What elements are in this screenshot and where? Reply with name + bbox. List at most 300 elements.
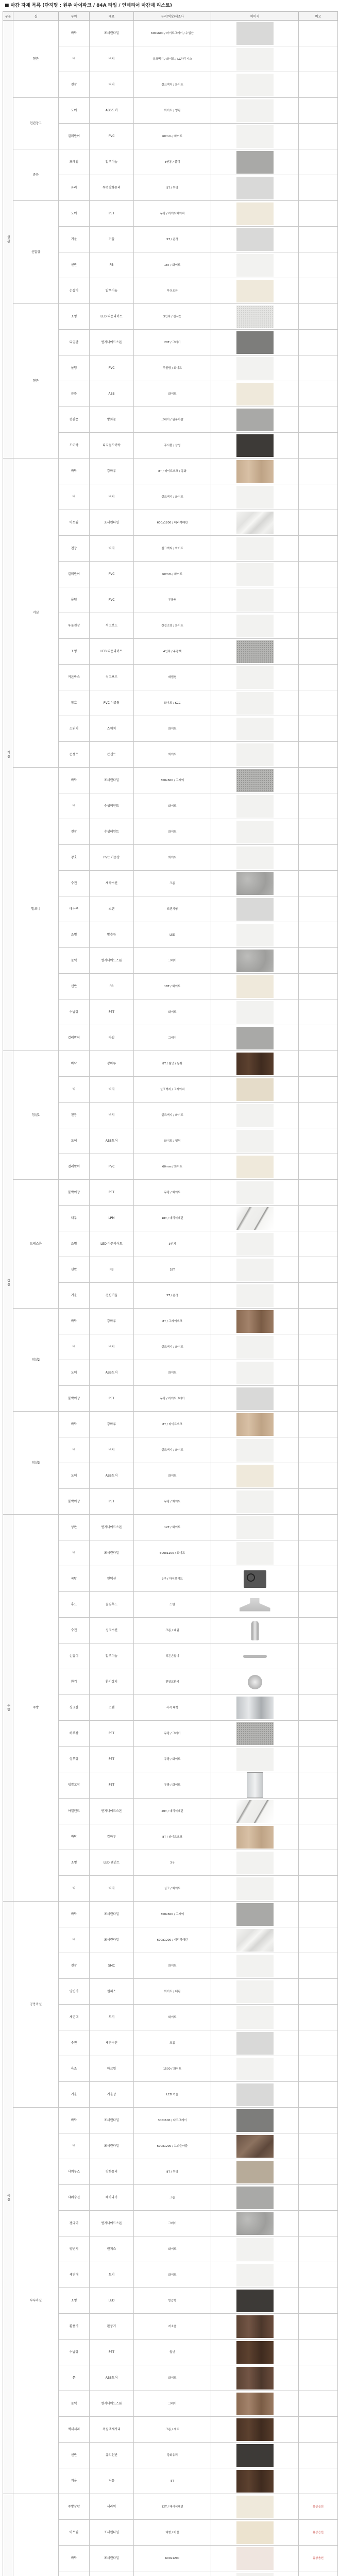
material-swatch: [236, 434, 274, 457]
spec-cell: 60mm / 화이트: [134, 124, 211, 149]
part-cell: 벽: [59, 484, 90, 510]
part-cell: 바닥: [59, 1902, 90, 1927]
part-cell: 문: [59, 2365, 90, 2391]
image-cell: [211, 2340, 299, 2365]
note-cell: [299, 562, 338, 587]
material-swatch: [236, 2006, 274, 2029]
part-cell: 벽: [59, 1437, 90, 1463]
material-cell: LED 다운라이트: [90, 304, 134, 330]
table-row: [3, 1902, 338, 1927]
spec-cell: 스텐: [134, 1592, 211, 1618]
image-cell: [211, 536, 299, 562]
room-cell: 침실3: [13, 1412, 59, 1515]
image-cell: [211, 2211, 299, 2236]
note-cell: [299, 922, 338, 948]
image-cell: [211, 21, 299, 46]
material-cell: 벽지: [90, 1077, 134, 1103]
image-cell: [211, 2314, 299, 2340]
part-cell: 벽: [59, 46, 90, 72]
image-cell: [211, 1334, 299, 1360]
part-cell: 상부장: [59, 1747, 90, 1772]
part-cell: 액세서리: [59, 2417, 90, 2443]
spec-cell: 300x600 / 다크그레이: [134, 2108, 211, 2133]
spec-cell: 화이트 / 영림: [134, 1128, 211, 1154]
image-cell: [211, 2288, 299, 2314]
material-swatch: [236, 692, 274, 715]
note-cell: [299, 819, 338, 845]
material-cell: 아크릴: [90, 2056, 134, 2082]
material-cell: 석고보드: [90, 613, 134, 639]
material-swatch: [236, 486, 274, 509]
part-cell: 천장: [59, 72, 90, 98]
spec-cell: 1500 / 화이트: [134, 2056, 211, 2082]
material-swatch: [236, 1156, 274, 1178]
part-cell: 샤워수전: [59, 2185, 90, 2211]
note-cell: [299, 510, 338, 536]
image-cell: [211, 1412, 299, 1437]
image-cell: [211, 1927, 299, 1953]
part-cell: 걸레받이: [59, 562, 90, 587]
image-cell: [211, 1463, 299, 1489]
material-cell: ABS도어: [90, 1463, 134, 1489]
material-cell: 포세린타일: [90, 2546, 134, 2571]
material-cell: 환기장치: [90, 1669, 134, 1695]
spec-cell: 크롬 / 세트: [134, 2417, 211, 2443]
note-cell: [299, 1669, 338, 1695]
spec-cell: 3인치: [134, 1231, 211, 1257]
material-cell: 포세린타일: [90, 2108, 134, 2133]
part-cell: 커튼박스: [59, 665, 90, 690]
note-cell: [299, 2082, 338, 2108]
image-cell: [211, 1309, 299, 1334]
image-cell: [211, 1206, 299, 1231]
material-cell: 벽지: [90, 1103, 134, 1128]
header-part: 부위: [59, 12, 90, 21]
image-cell: [211, 1437, 299, 1463]
image-cell: [211, 2520, 299, 2546]
material-swatch: [236, 2496, 274, 2518]
spec-cell: 3구: [134, 1850, 211, 1876]
material-cell: 거울: [90, 227, 134, 252]
note-cell: [299, 2314, 338, 2340]
table-row: [3, 768, 338, 793]
material-cell: 방습등: [90, 922, 134, 948]
material-cell: 스텐: [90, 896, 134, 922]
spec-cell: 무광 / 화이트: [134, 1772, 211, 1799]
image-cell: [211, 1592, 299, 1618]
note-cell: [299, 2211, 338, 2236]
material-swatch: [236, 1852, 274, 1874]
spec-cell: 무광 / 화이트: [134, 1489, 211, 1515]
material-cell: 벽지: [90, 536, 134, 562]
material-cell: ABS도어: [90, 1128, 134, 1154]
note-cell: [299, 252, 338, 278]
note-cell: [299, 665, 338, 690]
spec-cell: 8T / 라이트오크: [134, 1412, 211, 1437]
material-swatch: [236, 2058, 274, 2080]
material-swatch: [236, 1001, 274, 1024]
spec-cell: 크롬: [134, 2030, 211, 2056]
image-cell: [211, 2468, 299, 2494]
image-cell: [211, 1128, 299, 1154]
spec-cell: 실크벽지 / 화이트: [134, 536, 211, 562]
part-cell: 수전: [59, 2030, 90, 2056]
part-cell: 현관문: [59, 407, 90, 433]
note-cell: [299, 639, 338, 665]
spec-cell: 18T: [134, 1257, 211, 1283]
image-cell: [211, 1051, 299, 1077]
material-swatch: [236, 202, 274, 225]
note-cell: [299, 1128, 338, 1154]
material-swatch: [236, 228, 274, 251]
spec-cell: 3인치 / 센서등: [134, 304, 211, 330]
material-swatch: [236, 1207, 274, 1230]
note-cell: [299, 381, 338, 407]
material-swatch: [236, 1542, 274, 1565]
part-cell: 조명: [59, 2288, 90, 2314]
part-cell: 몰딩: [59, 355, 90, 381]
image-cell: [211, 871, 299, 896]
image-cell: [211, 1566, 299, 1592]
note-cell: [299, 1489, 338, 1515]
part-cell: 벽: [59, 2133, 90, 2159]
document-title: ■ 마감 자재 목록 (단지명 : 원주 아이파크 / 84A 타입 / 인테리어 마감재 리스트): [5, 3, 172, 8]
note-cell: [299, 1566, 338, 1592]
image-cell: [211, 278, 299, 304]
material-cell: 스위치: [90, 716, 134, 742]
image-cell: [211, 46, 299, 72]
material-swatch: [236, 846, 274, 869]
note-cell: [299, 1979, 338, 2005]
table-row: [3, 459, 338, 484]
material-cell: 도기: [90, 2005, 134, 2030]
image-cell: [211, 1772, 299, 1799]
spec-cell: 강화유리: [134, 2443, 211, 2468]
room-cell: 침실1: [13, 1051, 59, 1180]
note-cell: [299, 201, 338, 227]
spec-cell: 그레이: [134, 1025, 211, 1051]
room-cell: [13, 2494, 59, 2576]
spec-cell: 3연동 / 블랙: [134, 149, 211, 175]
image-cell: [211, 716, 299, 742]
spec-cell: 600x1200 / 화이트: [134, 1540, 211, 1566]
spec-cell: 8T / 투명: [134, 2159, 211, 2185]
spec-cell: 20T / 대리석패턴: [134, 1799, 211, 1824]
image-cell: [211, 1721, 299, 1747]
material-cell: 포세린타일: [90, 1902, 134, 1927]
part-cell: 바닥: [59, 1824, 90, 1850]
material-swatch: [236, 2161, 274, 2183]
spec-cell: 매립형: [134, 665, 211, 690]
material-swatch: [236, 2315, 274, 2338]
image-cell: [211, 845, 299, 871]
spec-cell: 600x1200 / 브라운마블: [134, 2133, 211, 2159]
spec-cell: 5T: [134, 2468, 211, 2494]
table-row: [3, 98, 338, 124]
note-cell: [299, 1257, 338, 1283]
spec-cell: 8T / 월넛 / 동화: [134, 1051, 211, 1077]
part-cell: 젠다이: [59, 2211, 90, 2236]
spec-cell: 대형 / 마블: [134, 2520, 211, 2546]
material-cell: PET: [90, 999, 134, 1025]
image-cell: [211, 922, 299, 948]
material-cell: 포세린타일: [90, 510, 134, 536]
spec-cell: 실크벽지 / 화이트: [134, 484, 211, 510]
spec-cell: 3구 / 하이브리드: [134, 1566, 211, 1592]
image-cell: [211, 227, 299, 252]
image-cell: [211, 2159, 299, 2185]
image-cell: [211, 2005, 299, 2030]
material-swatch: [236, 2212, 274, 2235]
material-swatch: [236, 975, 274, 998]
material-cell: 강화유리: [90, 2159, 134, 2185]
spec-cell: 그레이 / 필름마감: [134, 407, 211, 433]
part-cell: 벽: [59, 1927, 90, 1953]
part-cell: 붙박이장: [59, 1180, 90, 1206]
image-cell: [211, 510, 299, 536]
part-cell: 샤워부스: [59, 2159, 90, 2185]
part-cell: 바닥: [59, 1412, 90, 1437]
material-cell: 세면수전: [90, 2030, 134, 2056]
material-swatch: [236, 2187, 274, 2209]
image-cell: [211, 98, 299, 124]
image-cell: [211, 896, 299, 922]
material-swatch: [236, 2444, 274, 2467]
material-cell: LED 다운라이트: [90, 639, 134, 665]
part-cell: 냉장고장: [59, 1772, 90, 1799]
material-swatch: [236, 151, 274, 174]
part-cell: 하부장: [59, 1721, 90, 1747]
material-cell: 거울장: [90, 2082, 134, 2108]
material-cell: 포세린타일: [90, 1540, 134, 1566]
spec-cell: 실크벽지 / 화이트: [134, 1334, 211, 1360]
image-cell: [211, 72, 299, 98]
spec-cell: 12T / 화이트: [134, 1515, 211, 1540]
spec-cell: 5T / 은경: [134, 227, 211, 252]
note-cell: [299, 2443, 338, 2468]
material-swatch: [236, 1722, 274, 1745]
image-cell: [211, 1025, 299, 1051]
note-cell: [299, 1515, 338, 1540]
room-cell: 거실: [13, 459, 59, 768]
part-cell: 도어: [59, 1360, 90, 1386]
material-cell: 원피스: [90, 2236, 134, 2262]
material-swatch: [236, 1980, 274, 2003]
spec-cell: 전열교환기: [134, 1669, 211, 1695]
image-cell: [211, 484, 299, 510]
material-swatch: [236, 769, 274, 792]
note-cell: [299, 2030, 338, 2056]
part-cell: 벽: [59, 1077, 90, 1103]
material-swatch: [236, 718, 274, 740]
material-cell: PET: [90, 201, 134, 227]
note-cell: [299, 1643, 338, 1669]
note-cell: [299, 1360, 338, 1386]
spec-cell: 간접조명 / 화이트: [134, 613, 211, 639]
material-cell: 엔지니어드스톤: [90, 2211, 134, 2236]
table-row: [3, 304, 338, 330]
image-cell: [211, 175, 299, 201]
image-cell: [211, 768, 299, 793]
spec-cell: 화이트 / KCC: [134, 690, 211, 716]
image-cell: [211, 1695, 299, 1721]
material-cell: PET: [90, 1772, 134, 1799]
part-cell: 후드: [59, 1592, 90, 1618]
spec-cell: 실크 / 화이트: [134, 1876, 211, 1902]
material-swatch: [236, 1955, 274, 1977]
material-swatch: [236, 1362, 274, 1384]
image-cell: [211, 1953, 299, 1979]
spec-cell: 60mm / 화이트: [134, 1154, 211, 1180]
part-cell: 선반: [59, 1257, 90, 1283]
material-cell: LED 다운라이트: [90, 1231, 134, 1257]
spec-cell: 화이트 / 영림: [134, 98, 211, 124]
material-cell: 알루미늄: [90, 278, 134, 304]
image-cell: [211, 201, 299, 227]
material-cell: 강마루: [90, 459, 134, 484]
image-cell: [211, 2108, 299, 2133]
note-cell: [299, 2236, 338, 2262]
material-swatch: [236, 1027, 274, 1049]
spec-cell: 무광 / 화이트: [134, 1180, 211, 1206]
category-cell: 주방: [3, 1515, 13, 1902]
material-cell: 디지털도어락: [90, 433, 134, 459]
material-cell: 엔지니어드스톤: [90, 948, 134, 974]
image-cell: [211, 1360, 299, 1386]
spec-cell: 화이트 / 대림: [134, 1979, 211, 2005]
spec-cell: 18T / 화이트: [134, 974, 211, 999]
part-cell: 창호: [59, 690, 90, 716]
spec-cell: 사각 대형: [134, 1695, 211, 1721]
material-cell: 세탁수전: [90, 871, 134, 896]
material-cell: 거울: [90, 2468, 134, 2494]
material-cell: LED: [90, 2288, 134, 2314]
note-cell: [299, 1902, 338, 1927]
image-cell: [211, 1283, 299, 1309]
image-cell: [211, 1489, 299, 1515]
part-cell: 손잡이: [59, 1643, 90, 1669]
image-cell: [211, 1876, 299, 1902]
part-cell: 양변기: [59, 1979, 90, 2005]
note-cell: [299, 2159, 338, 2185]
material-swatch: [236, 2341, 274, 2364]
image-cell: [211, 381, 299, 407]
part-cell: 수납장: [59, 2340, 90, 2365]
room-cell: 공용욕실: [13, 1902, 59, 2108]
spec-cell: 화이트: [134, 742, 211, 768]
note-cell: [299, 690, 338, 716]
spec-cell: 크롬: [134, 871, 211, 896]
image-cell: [211, 2494, 299, 2520]
part-cell: 쿡탑: [59, 1566, 90, 1592]
note-cell: [299, 21, 338, 46]
spec-cell: 그레이: [134, 2211, 211, 2236]
note-cell: [299, 1334, 338, 1360]
part-cell: 바닥: [59, 2546, 90, 2571]
part-cell: 벽: [59, 793, 90, 819]
material-swatch: [236, 74, 274, 96]
part-cell: 천장: [59, 1953, 90, 1979]
image-cell: [211, 1103, 299, 1128]
note-cell: [299, 896, 338, 922]
image-cell: [211, 639, 299, 665]
material-cell: PB: [90, 252, 134, 278]
note-cell: [299, 2108, 338, 2133]
image-cell: [211, 613, 299, 639]
material-cell: PVC: [90, 562, 134, 587]
material-swatch: [236, 1284, 274, 1307]
material-cell: 벽지: [90, 484, 134, 510]
material-cell: ABS도어: [90, 2365, 134, 2391]
note-cell: [299, 1103, 338, 1128]
note-cell: [299, 2288, 338, 2314]
table-header-row: [3, 12, 338, 21]
material-swatch: [236, 1387, 274, 1410]
part-cell: 배수구: [59, 896, 90, 922]
part-cell: 스위치: [59, 716, 90, 742]
material-cell: LED 펜던트: [90, 1850, 134, 1876]
material-swatch: [236, 1697, 274, 1719]
spec-cell: 화이트: [134, 1360, 211, 1386]
part-cell: 문턱: [59, 948, 90, 974]
spec-cell: 600x1200: [134, 2546, 211, 2571]
image-cell: [211, 948, 299, 974]
spec-cell: 무광 / 그레이: [134, 1721, 211, 1747]
part-cell: 선반: [59, 2443, 90, 2468]
spec-cell: [134, 2571, 211, 2576]
image-cell: [211, 562, 299, 587]
part-cell: 조명: [59, 1850, 90, 1876]
material-cell: PVC: [90, 587, 134, 613]
room-cell: 중문: [13, 149, 59, 201]
note-cell: [299, 2262, 338, 2288]
material-swatch: [236, 821, 274, 843]
spec-cell: 그레이: [134, 2391, 211, 2417]
part-cell: 도어: [59, 98, 90, 124]
part-cell: 환기: [59, 1669, 90, 1695]
note-cell: [299, 1231, 338, 1257]
spec-cell: 8T / 라이트오크 / 동화: [134, 459, 211, 484]
material-swatch: [236, 280, 274, 302]
note-cell: 유상옵션: [299, 2546, 338, 2571]
note-cell: [299, 1876, 338, 1902]
material-swatch: [236, 2135, 274, 2158]
material-cell: 해바라기: [90, 2185, 134, 2211]
note-cell: [299, 433, 338, 459]
part-cell: 아트월: [59, 510, 90, 536]
material-cell: 도기: [90, 2262, 134, 2288]
material-swatch: [236, 2521, 274, 2544]
material-swatch: [236, 1413, 274, 1436]
spec-cell: 무광 / 라이트베이지: [134, 201, 211, 227]
category-cell: [3, 2494, 13, 2576]
material-cell: 엔지니어드스톤: [90, 1515, 134, 1540]
material-swatch: [236, 48, 274, 71]
part-cell: [59, 2571, 90, 2576]
material-swatch: [236, 2470, 274, 2493]
material-swatch: [236, 460, 274, 483]
material-cell: 방화문: [90, 407, 134, 433]
material-cell: 알루미늄: [90, 149, 134, 175]
room-cell: 신발장: [13, 201, 59, 304]
spec-cell: 화이트: [134, 2005, 211, 2030]
spec-cell: 실크벽지 / 화이트: [134, 1103, 211, 1128]
room-cell: 현관: [13, 304, 59, 459]
finish-spec-table: [3, 11, 338, 2576]
part-cell: 도어: [59, 201, 90, 227]
material-swatch: [236, 640, 274, 663]
material-swatch: [236, 1233, 274, 1256]
